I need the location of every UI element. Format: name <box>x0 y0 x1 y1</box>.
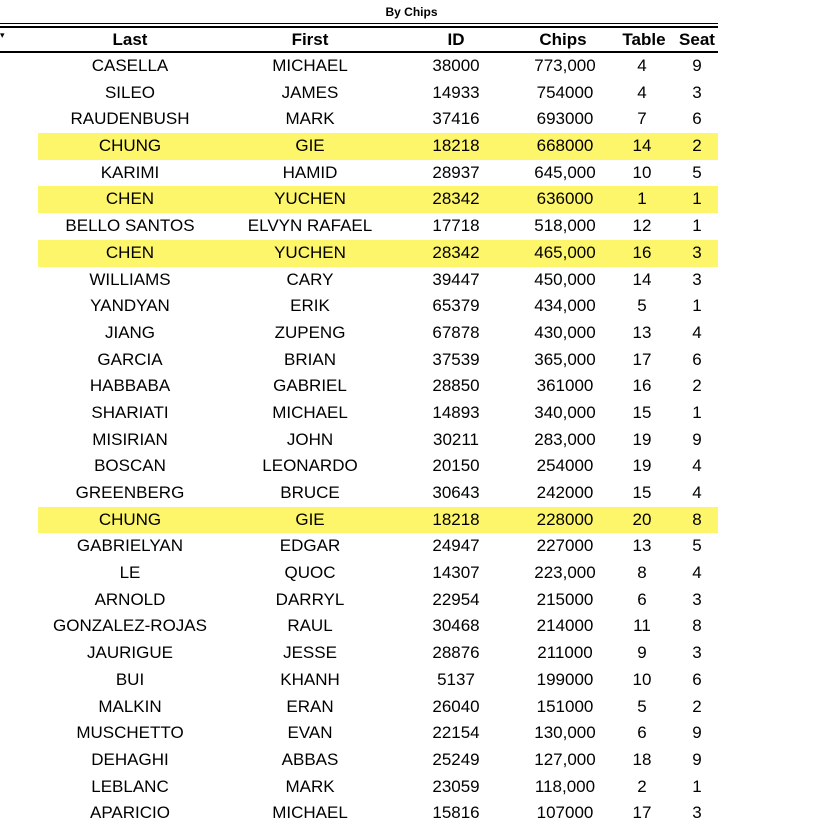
cell-last: LEBLANC <box>91 776 169 796</box>
cell-last: GARCIA <box>97 349 163 369</box>
cell-first: BRIAN <box>284 349 336 369</box>
cell-chips: 151000 <box>536 696 594 716</box>
cell-last: CASELLA <box>91 56 169 75</box>
table-caption: By Chips <box>385 5 438 19</box>
table-row <box>0 427 718 454</box>
cell-id: 30211 <box>432 429 479 449</box>
cell-chips: 254000 <box>536 456 594 476</box>
cell-table: 6 <box>637 589 647 609</box>
caption-divider <box>0 23 718 24</box>
cell-first: GIE <box>295 136 325 156</box>
cell-seat: 6 <box>692 109 702 129</box>
table-row <box>0 53 718 80</box>
cell-last: DEHAGHI <box>91 749 169 769</box>
cell-first: ZUPENG <box>274 322 346 342</box>
cell-last: KARIMI <box>100 162 160 182</box>
cell-chips: 693000 <box>536 109 594 129</box>
cell-first: MARK <box>285 776 335 796</box>
cell-first: RAUL <box>287 616 333 636</box>
cell-seat: 5 <box>692 536 702 556</box>
table-row <box>0 694 718 721</box>
cell-last: WILLIAMS <box>89 269 171 289</box>
column-header-seat: Seat <box>679 30 715 49</box>
cell-first: MICHAEL <box>272 56 348 75</box>
cell-chips: 365,000 <box>534 349 596 369</box>
table-row <box>0 613 718 640</box>
cell-id: 37416 <box>432 109 480 129</box>
column-header-table: Table <box>622 30 666 49</box>
table-row <box>0 400 718 427</box>
cell-seat: 2 <box>692 136 702 156</box>
cell-table: 4 <box>637 56 647 75</box>
player-table-body <box>0 53 718 827</box>
cell-chips: 283,000 <box>534 429 596 449</box>
cell-id: 28937 <box>432 162 480 182</box>
cell-table: 17 <box>632 803 652 823</box>
cell-chips: 227000 <box>536 536 594 556</box>
table-row <box>0 80 718 107</box>
cell-table: 14 <box>632 269 652 289</box>
column-header-last: Last <box>112 30 148 49</box>
cell-first: MICHAEL <box>272 803 348 823</box>
cell-first: HAMID <box>282 162 338 182</box>
table-row <box>0 293 718 320</box>
table-row <box>0 640 718 667</box>
cell-chips: 754000 <box>536 82 594 102</box>
cell-chips: 430,000 <box>534 322 596 342</box>
cell-chips: 242000 <box>536 483 594 502</box>
cell-last: CHEN <box>105 189 155 209</box>
table-row <box>0 320 718 347</box>
cell-first: JOHN <box>286 429 334 449</box>
cell-table: 12 <box>632 216 652 236</box>
cell-first: ABBAS <box>281 749 339 769</box>
cell-chips: 465,000 <box>534 242 596 262</box>
table-row-highlighted <box>0 186 718 213</box>
cell-chips: 118,000 <box>534 776 596 796</box>
cell-table: 15 <box>632 483 652 502</box>
table-row <box>0 587 718 614</box>
cell-table: 15 <box>632 402 652 422</box>
cell-first: CARY <box>286 269 334 289</box>
cell-seat: 3 <box>692 643 702 663</box>
cell-chips: 340,000 <box>534 402 596 422</box>
cell-table: 5 <box>637 296 647 316</box>
cell-seat: 4 <box>692 563 702 583</box>
cell-seat: 9 <box>692 56 702 75</box>
cell-first: YUCHEN <box>274 189 346 209</box>
cell-table: 6 <box>637 723 647 743</box>
column-header-id: ID <box>447 30 465 49</box>
cell-table: 18 <box>632 749 652 769</box>
cell-first: ERIK <box>290 296 330 316</box>
column-header-row <box>0 27 718 52</box>
cell-chips: 199000 <box>536 669 594 689</box>
cell-id: 17718 <box>432 216 480 236</box>
filter-dropdown-icon[interactable]: ▾ <box>0 30 5 40</box>
cell-seat: 1 <box>692 189 702 209</box>
cell-last: CHUNG <box>98 136 162 156</box>
cell-chips: 214000 <box>536 616 594 636</box>
cell-seat: 6 <box>692 349 702 369</box>
cell-seat: 6 <box>692 669 702 689</box>
cell-chips: 636000 <box>536 189 594 209</box>
cell-seat: 2 <box>692 376 702 396</box>
table-row <box>0 453 718 480</box>
cell-last: GREENBERG <box>75 483 185 502</box>
cell-chips: 223,000 <box>534 563 596 583</box>
cell-first: EDGAR <box>279 536 341 556</box>
cell-id: 26040 <box>432 696 480 716</box>
cell-seat: 3 <box>692 269 702 289</box>
table-row <box>0 347 718 374</box>
cell-id: 25249 <box>432 749 480 769</box>
cell-id: 67878 <box>432 322 480 342</box>
cell-seat: 5 <box>692 162 702 182</box>
cell-seat: 9 <box>692 723 702 743</box>
cell-chips: 668000 <box>536 136 594 156</box>
cell-id: 30643 <box>432 483 480 502</box>
cell-chips: 434,000 <box>534 296 596 316</box>
cell-chips: 215000 <box>536 589 594 609</box>
table-row <box>0 213 718 240</box>
table-row <box>0 667 718 694</box>
cell-table: 17 <box>632 349 652 369</box>
table-row <box>0 560 718 587</box>
cell-first: DARRYL <box>275 589 345 609</box>
cell-chips: 773,000 <box>534 56 596 75</box>
cell-last: HABBABA <box>89 376 171 396</box>
cell-table: 19 <box>632 456 652 476</box>
cell-id: 38000 <box>432 56 480 75</box>
table-row <box>0 533 718 560</box>
cell-seat: 4 <box>692 322 702 342</box>
cell-id: 18218 <box>432 509 480 529</box>
table-row <box>0 480 718 507</box>
cell-last: RAUDENBUSH <box>70 109 190 129</box>
cell-last: CHUNG <box>98 509 162 529</box>
cell-chips: 130,000 <box>534 723 596 743</box>
cell-last: MUSCHETTO <box>76 723 184 743</box>
cell-table: 8 <box>637 563 647 583</box>
cell-first: GABRIEL <box>273 376 347 396</box>
cell-chips: 361000 <box>536 376 594 396</box>
cell-id: 22954 <box>432 589 480 609</box>
cell-last: JIANG <box>104 322 156 342</box>
table-row <box>0 720 718 747</box>
cell-id: 65379 <box>432 296 480 316</box>
cell-seat: 1 <box>692 216 702 236</box>
table-row <box>0 774 718 801</box>
cell-first: BRUCE <box>280 483 340 502</box>
cell-id: 23059 <box>432 776 480 796</box>
cell-seat: 4 <box>692 456 702 476</box>
cell-last: MISIRIAN <box>92 429 168 449</box>
cell-table: 10 <box>632 162 652 182</box>
table-row <box>0 800 718 827</box>
cell-id: 15816 <box>432 803 480 823</box>
cell-id: 5137 <box>437 669 475 689</box>
cell-table: 11 <box>633 616 651 636</box>
cell-last: APARICIO <box>90 803 170 823</box>
column-header-chips: Chips <box>539 30 587 49</box>
cell-table: 13 <box>632 322 652 342</box>
table-row <box>0 106 718 133</box>
cell-seat: 3 <box>692 242 702 262</box>
cell-table: 10 <box>632 669 652 689</box>
cell-id: 30468 <box>432 616 480 636</box>
cell-last: BOSCAN <box>94 456 166 476</box>
cell-id: 24947 <box>432 536 480 556</box>
cell-table: 2 <box>637 776 647 796</box>
cell-table: 20 <box>632 509 652 529</box>
cell-chips: 450,000 <box>534 269 596 289</box>
cell-seat: 1 <box>692 402 702 422</box>
cell-chips: 127,000 <box>534 749 596 769</box>
cell-chips: 211000 <box>537 643 593 663</box>
cell-chips: 518,000 <box>534 216 596 236</box>
cell-seat: 9 <box>692 429 702 449</box>
cell-last: CHEN <box>105 242 155 262</box>
cell-last: SILEO <box>104 82 156 102</box>
cell-first: KHANH <box>280 669 340 689</box>
cell-id: 18218 <box>432 136 480 156</box>
cell-seat: 8 <box>692 616 702 636</box>
table-row-highlighted <box>0 240 718 267</box>
cell-chips: 107000 <box>536 803 594 823</box>
cell-id: 14893 <box>432 402 480 422</box>
cell-table: 9 <box>637 643 647 663</box>
cell-first: LEONARDO <box>262 456 358 476</box>
cell-seat: 1 <box>692 776 702 796</box>
table-row <box>0 267 718 294</box>
cell-chips: 228000 <box>536 509 594 529</box>
cell-id: 20150 <box>432 456 480 476</box>
table-row-highlighted <box>0 133 718 160</box>
cell-table: 13 <box>632 536 652 556</box>
cell-id: 28876 <box>432 643 480 663</box>
cell-seat: 9 <box>692 749 702 769</box>
cell-id: 22154 <box>432 723 480 743</box>
table-row <box>0 747 718 774</box>
cell-first: GIE <box>295 509 325 529</box>
cell-last: JAURIGUE <box>87 643 173 663</box>
cell-table: 1 <box>637 189 647 209</box>
cell-id: 14307 <box>432 563 480 583</box>
table-row <box>0 373 718 400</box>
cell-seat: 8 <box>692 509 702 529</box>
cell-first: JESSE <box>283 643 337 663</box>
cell-id: 28342 <box>432 189 480 209</box>
cell-table: 5 <box>637 696 647 716</box>
cell-first: ERAN <box>286 696 334 716</box>
cell-first: QUOC <box>284 563 336 583</box>
cell-table: 4 <box>637 82 647 102</box>
cell-last: GABRIELYAN <box>76 536 184 556</box>
cell-table: 7 <box>637 109 647 129</box>
cell-last: GONZALEZ-ROJAS <box>53 616 207 636</box>
cell-first: ELVYN RAFAEL <box>247 216 373 236</box>
cell-id: 39447 <box>432 269 480 289</box>
cell-last: LE <box>119 563 141 583</box>
column-header-first: First <box>291 30 329 49</box>
cell-seat: 1 <box>692 296 702 316</box>
cell-id: 28850 <box>432 376 480 396</box>
cell-id: 37539 <box>432 349 480 369</box>
cell-id: 28342 <box>432 242 480 262</box>
table-row <box>0 160 718 187</box>
cell-last: MALKIN <box>98 696 162 716</box>
cell-last: BELLO SANTOS <box>65 216 195 236</box>
cell-last: YANDYAN <box>90 296 170 316</box>
table-row-highlighted <box>0 507 718 534</box>
cell-id: 14933 <box>432 82 480 102</box>
cell-first: JAMES <box>281 82 339 102</box>
cell-chips: 645,000 <box>534 162 596 182</box>
cell-seat: 3 <box>692 82 702 102</box>
cell-table: 19 <box>632 429 652 449</box>
cell-seat: 3 <box>692 589 702 609</box>
cell-first: MICHAEL <box>272 402 348 422</box>
cell-seat: 2 <box>692 696 702 716</box>
cell-last: BUI <box>115 669 145 689</box>
cell-table: 16 <box>632 242 652 262</box>
cell-last: ARNOLD <box>94 589 166 609</box>
cell-seat: 3 <box>692 803 702 823</box>
cell-table: 16 <box>632 376 652 396</box>
cell-last: SHARIATI <box>91 402 169 422</box>
cell-first: EVAN <box>287 723 333 743</box>
cell-table: 14 <box>632 136 652 156</box>
cell-first: YUCHEN <box>274 242 346 262</box>
cell-first: MARK <box>285 109 335 129</box>
cell-seat: 4 <box>692 483 702 502</box>
